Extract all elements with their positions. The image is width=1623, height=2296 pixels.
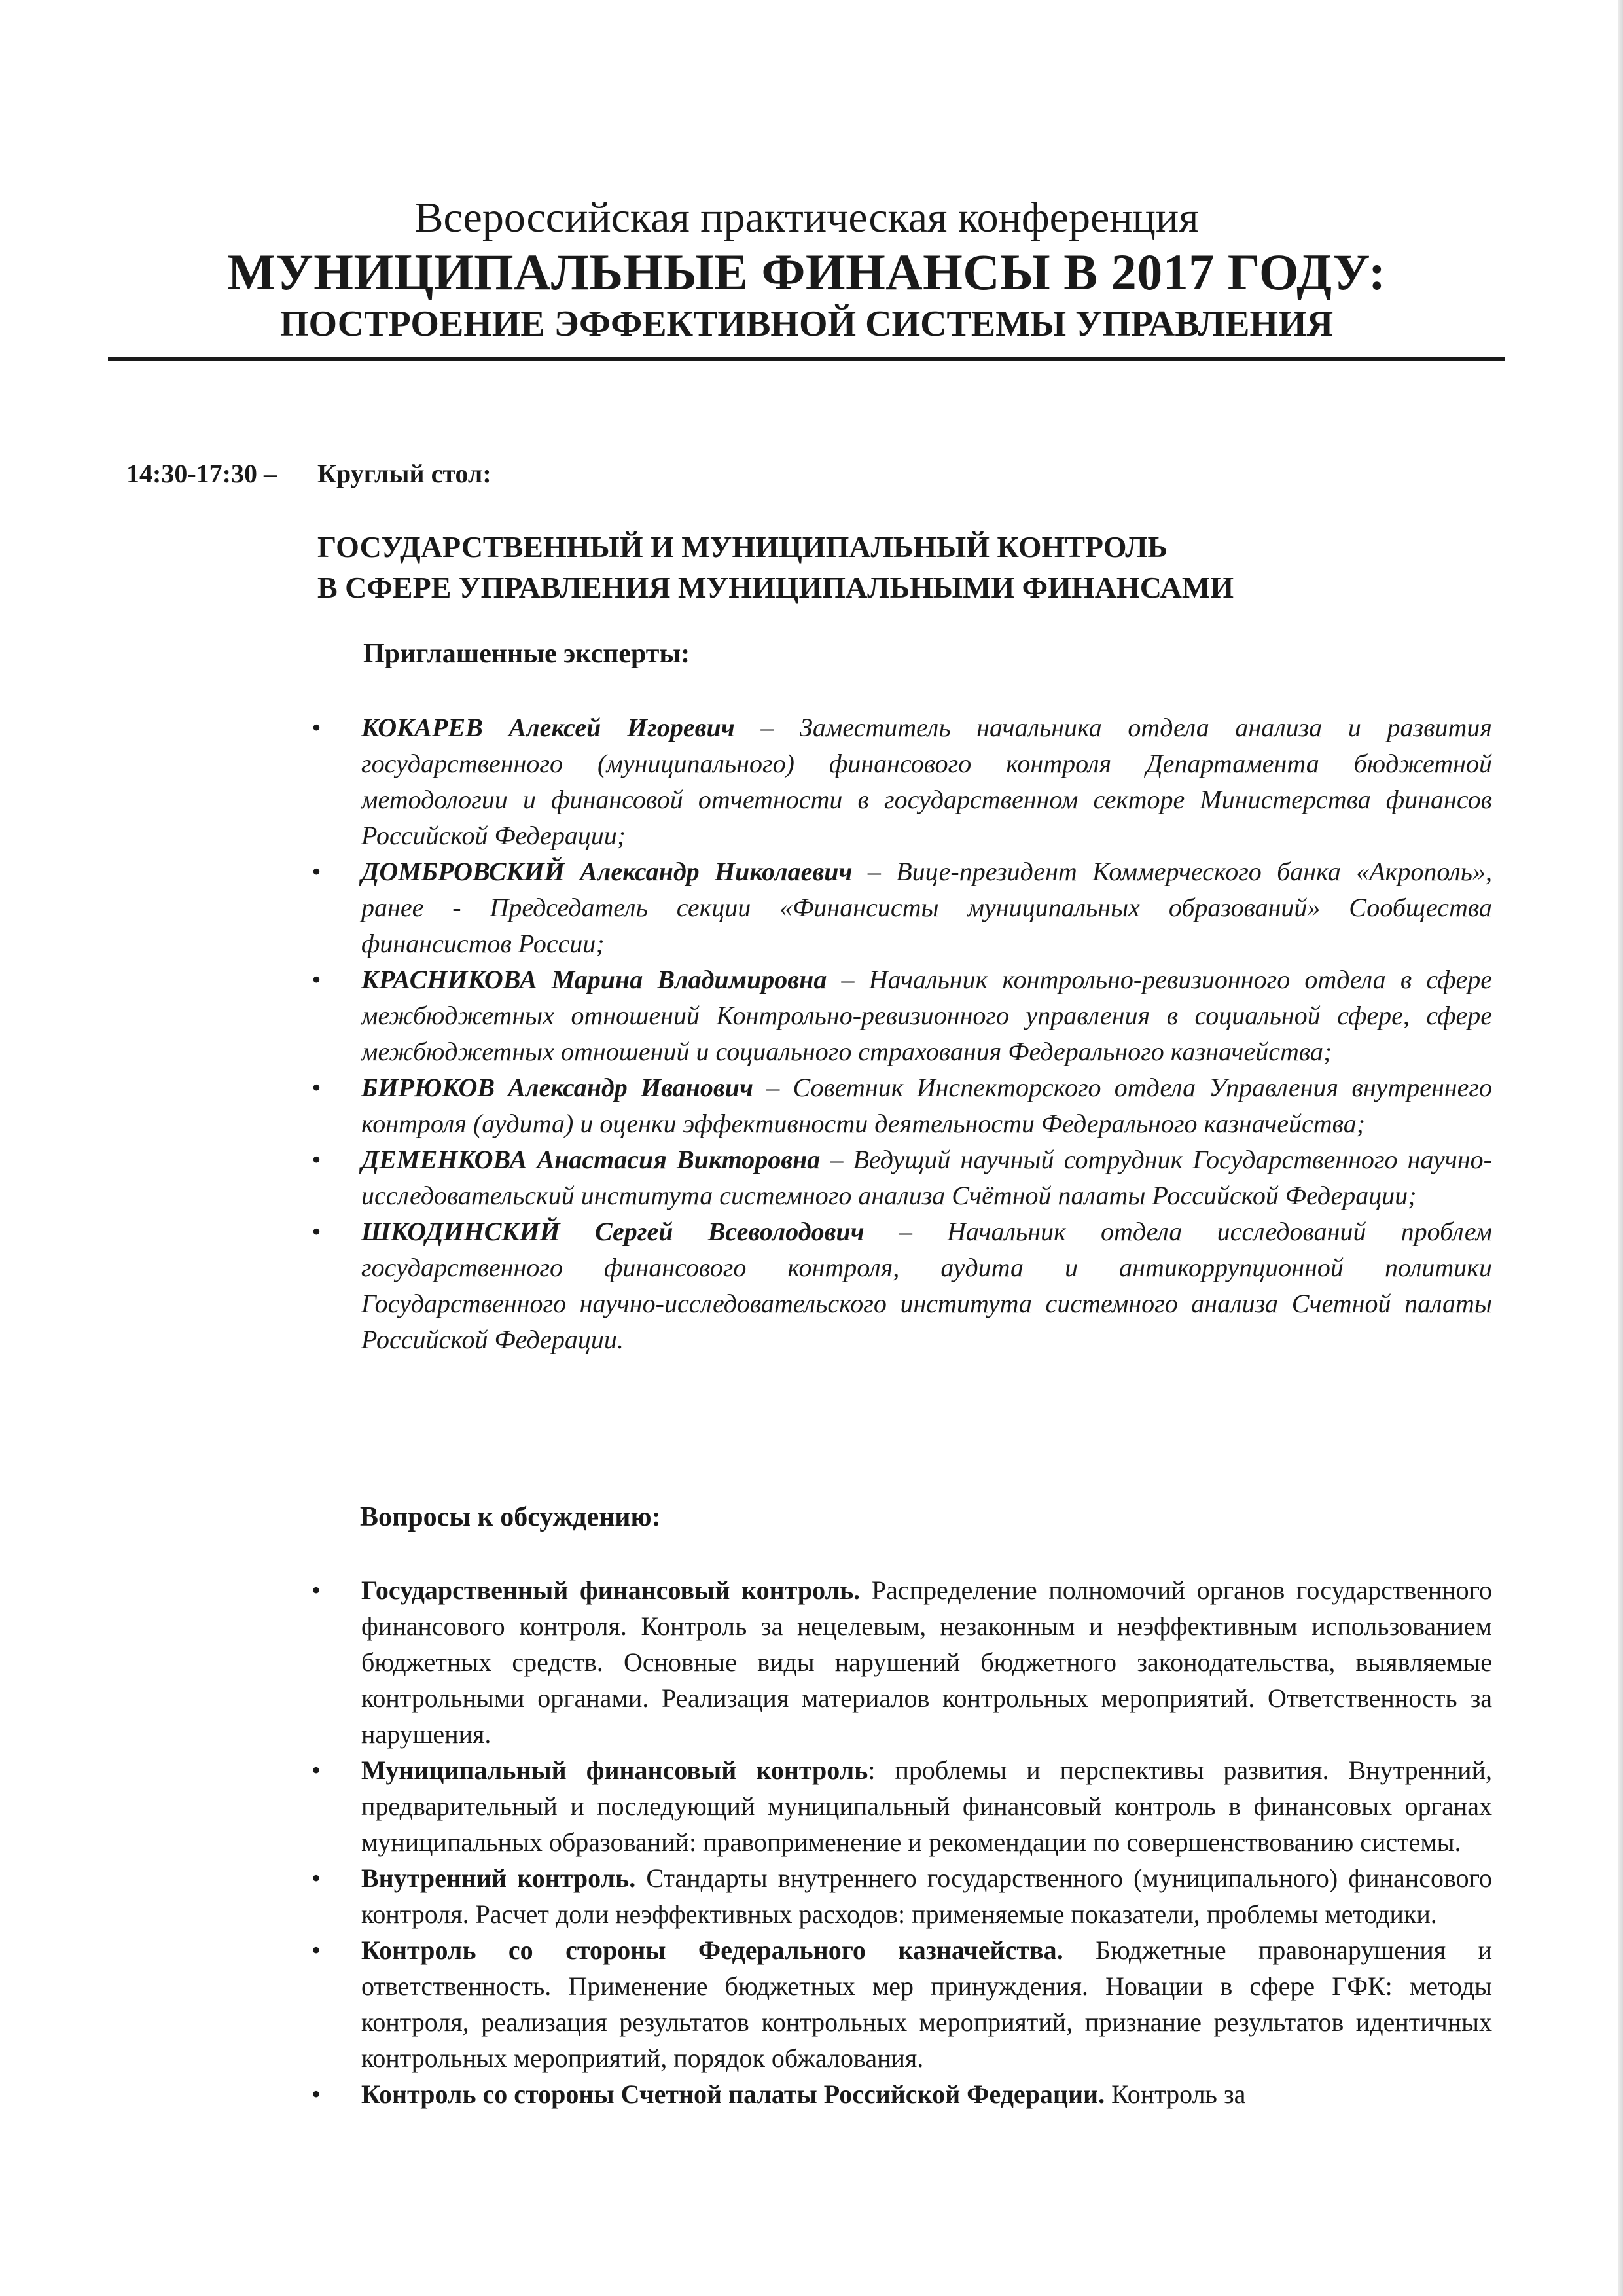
- topics-heading: Вопросы к обсуждению:: [360, 1502, 661, 1532]
- list-item: [308, 1069, 1492, 1141]
- conference-subtitle: ПОСТРОЕНИЕ ЭФФЕКТИВНОЙ СИСТЕМЫ УПРАВЛЕНИЯ: [279, 304, 1334, 345]
- conference-type: Всероссийская практическая конференция: [414, 194, 1199, 242]
- bullet-icon: •: [312, 1935, 321, 1965]
- list-item: [308, 961, 1492, 1069]
- experts-heading: Приглашенные эксперты:: [363, 639, 690, 669]
- list-item: [308, 2076, 1492, 2112]
- bullet-icon: •: [312, 713, 321, 742]
- bullet-icon: •: [312, 2079, 321, 2109]
- topic-text: Стандарты внутреннего государственного (муниципального) финансового контроля. Расчет доли неэффективных расходов: применяемые показатели, проблемы методики.: [361, 1863, 1492, 1929]
- session-label: Круглый стол:: [317, 459, 491, 488]
- experts-list: [308, 709, 1492, 1357]
- list-item: [308, 1141, 1492, 1213]
- list-item: [308, 1752, 1492, 1860]
- expert-description: – Начальник отдела исследований проблем государственного финансового контроля, аудита и антикоррупционной политики Государственного научно-исследовательского института системного анализа Счетной палаты Российской Федерации.: [361, 1217, 1492, 1354]
- expert-description: – Вице-президент Коммерческого банка «Акрополь», ранее - Председатель секции «Финансисты муниципальных образований» Сообщества финансистов России;: [361, 857, 1492, 958]
- bullet-icon: •: [312, 1575, 321, 1605]
- list-item: [308, 853, 1492, 961]
- topic-text: Контроль за: [1105, 2079, 1246, 2109]
- expert-name: КРАСНИКОВА Марина Владимировна: [361, 965, 827, 994]
- topic-title: Внутренний контроль.: [361, 1863, 636, 1893]
- topic-text: Распределение полномочий органов государственного финансового контроля. Контроль за нецелевым, незаконным и неэффективным использованием бюджетных средств. Основные виды нарушений бюджетного законодательства, выявляемые контрольными органами. Реализация материалов контрольных мероприятий. Ответственность за нарушения.: [361, 1575, 1493, 1749]
- list-item: [308, 1572, 1492, 1752]
- roundtable-title: [317, 527, 1495, 608]
- expert-name: ДОМБРОВСКИЙ Александр Николаевич: [361, 857, 853, 886]
- session-time: 14:30-17:30 –: [126, 459, 277, 488]
- bullet-icon: •: [312, 1073, 321, 1102]
- topic-title: Государственный финансовый контроль.: [361, 1575, 861, 1605]
- document-header: [108, 195, 1505, 345]
- list-item: [308, 1932, 1492, 2076]
- topics-list: [308, 1572, 1492, 2112]
- header-divider: [108, 357, 1505, 361]
- topic-title: Контроль со стороны Счетной палаты Российской Федерации.: [361, 2079, 1105, 2109]
- roundtable-title-line1: ГОСУДАРСТВЕННЫЙ И МУНИЦИПАЛЬНЫЙ КОНТРОЛЬ: [317, 530, 1168, 564]
- session-line: [126, 458, 491, 489]
- topic-title: Муниципальный финансовый контроль: [361, 1755, 868, 1785]
- expert-description: – Ведущий научный сотрудник Государственного научно-исследовательский института системного анализа Счётной палаты Российской Федерации;: [361, 1145, 1492, 1210]
- expert-description: – Начальник контрольно-ревизионного отдела в сфере межбюджетных отношений Контрольно-ревизионного управления в социальной сфере, сфере межбюджетных отношений и социального страхования Федерального казначейства;: [361, 965, 1492, 1066]
- bullet-icon: •: [312, 1863, 321, 1893]
- expert-name: КОКАРЕВ Алексей Игоревич: [361, 713, 735, 742]
- list-item: [308, 1213, 1492, 1357]
- bullet-icon: •: [312, 1755, 321, 1785]
- topic-text: : проблемы и перспективы развития. Внутренний, предварительный и последующий муниципальный финансовый контроль в финансовых органах муниципальных образований: правоприменение и рекомендации по совершенствованию системы.: [361, 1755, 1492, 1857]
- topic-title: Контроль со стороны Федерального казначейства.: [361, 1935, 1063, 1965]
- bullet-icon: •: [312, 857, 321, 886]
- bullet-icon: •: [312, 965, 321, 994]
- expert-name: ШКОДИНСКИЙ Сергей Всеволодович: [361, 1217, 865, 1246]
- bullet-icon: •: [312, 1145, 321, 1174]
- expert-name: ДЕМЕНКОВА Анастасия Викторовна: [361, 1145, 821, 1174]
- list-item: [308, 709, 1492, 853]
- expert-description: – Заместитель начальника отдела анализа и развития государственного (муниципального) финансового контроля Департамента бюджетной методологии и финансовой отчетности в государственном секторе Министерства финансов Российской Федерации;: [361, 713, 1492, 850]
- roundtable-title-line2: В СФЕРЕ УПРАВЛЕНИЯ МУНИЦИПАЛЬНЫМИ ФИНАНСАМИ: [317, 571, 1234, 604]
- conference-title: МУНИЦИПАЛЬНЫЕ ФИНАНСЫ В 2017 ГОДУ:: [227, 243, 1386, 301]
- expert-description: – Советник Инспекторского отдела Управления внутреннего контроля (аудита) и оценки эффективности деятельности Федерального казначейства;: [361, 1073, 1492, 1138]
- list-item: [308, 1860, 1492, 1932]
- topic-text: Бюджетные правонарушения и ответственность. Применение бюджетных мер принуждения. Новации в сфере ГФК: методы контроля, реализация результатов контрольных мероприятий, признание результатов идентичных контрольных мероприятий, порядок обжалования.: [361, 1935, 1492, 2073]
- scan-edge: [1618, 0, 1623, 2296]
- expert-name: БИРЮКОВ Александр Иванович: [361, 1073, 754, 1102]
- bullet-icon: •: [312, 1217, 321, 1246]
